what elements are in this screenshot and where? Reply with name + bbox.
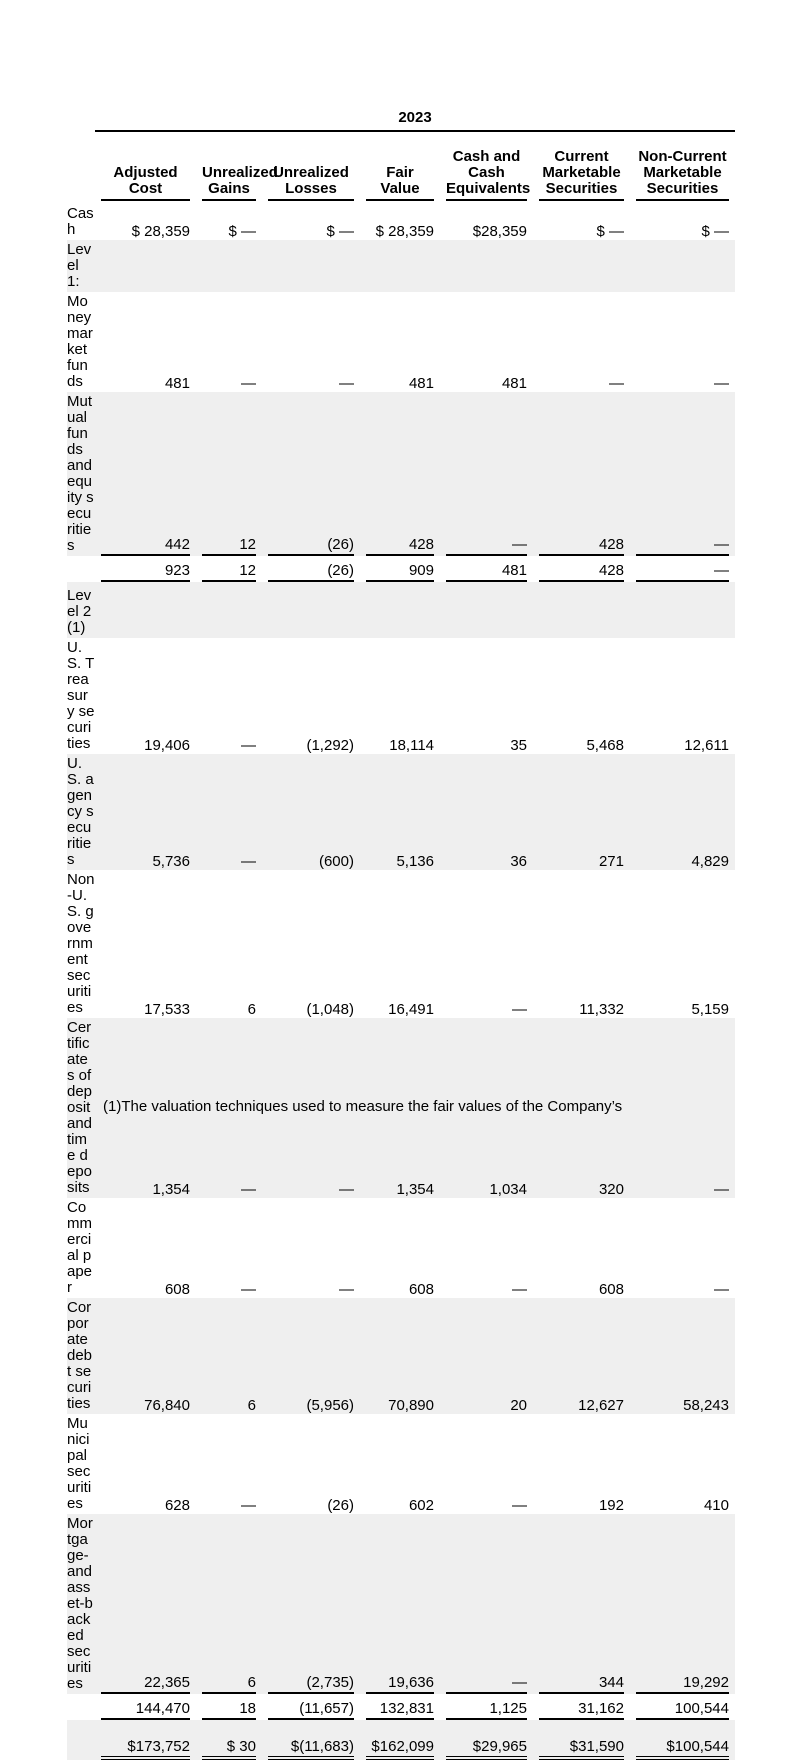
value-cell: [95, 582, 196, 638]
value-cell: 1,125: [440, 1694, 533, 1720]
value-cell: 12: [196, 556, 262, 582]
value-cell: 271: [533, 754, 630, 870]
value-cell: 58,243: [630, 1298, 735, 1414]
value-cell: [440, 582, 533, 638]
value-cell: —: [440, 1514, 533, 1694]
value-cell: [95, 240, 196, 292]
row-label: Mortgage- and asset-backed securities: [67, 1514, 95, 1694]
value-cell: 4,829: [630, 754, 735, 870]
value-cell: 12,627: [533, 1298, 630, 1414]
col-header-fair-value: Fair Value: [360, 136, 440, 204]
value-cell: $162,099: [360, 1720, 440, 1760]
value-cell: —: [609, 375, 624, 392]
value-cell: (600): [262, 754, 360, 870]
value-cell: 608: [164, 1281, 190, 1298]
col-header-unrealized-losses: Unrealized Losses: [262, 136, 360, 204]
value-cell: 1,354: [360, 1018, 440, 1198]
value-cell: 132,831: [360, 1694, 440, 1720]
value-cell: 100,544: [630, 1694, 735, 1720]
value-cell: [533, 240, 630, 292]
row-label: Level 2 (1): [67, 582, 95, 638]
column-header-row: [67, 136, 735, 204]
year-header: 2023: [398, 109, 432, 126]
value-cell: [440, 240, 533, 292]
value-cell: [262, 240, 360, 292]
value-cell: —: [262, 1018, 360, 1198]
value-cell: 22,365: [95, 1514, 196, 1694]
value-cell: 6: [196, 1298, 262, 1414]
value-cell: —: [714, 1281, 729, 1298]
value-cell: 6: [196, 1514, 262, 1694]
value-cell: —: [512, 1497, 527, 1514]
value-cell: 428: [360, 392, 440, 556]
value-cell: $ —: [701, 223, 729, 240]
value-cell: 12,611: [684, 737, 729, 754]
table-row: [67, 582, 735, 638]
table-row: [67, 556, 735, 582]
footnote: (1)The valuation techniques used to measure the fair values of the Company’s: [103, 1098, 623, 1115]
value-cell: $ —: [326, 223, 354, 240]
value-cell: —: [196, 754, 262, 870]
year-rule: [95, 130, 735, 132]
value-cell: $ 28,359: [131, 223, 190, 240]
value-cell: 144,470: [95, 1694, 196, 1720]
value-cell: [360, 582, 440, 638]
value-cell: 410: [703, 1497, 729, 1514]
value-cell: $(11,683): [262, 1720, 360, 1760]
value-cell: 5,468: [586, 737, 624, 754]
value-cell: 12: [196, 392, 262, 556]
value-cell: 5,736: [95, 754, 196, 870]
value-cell: $ —: [228, 223, 256, 240]
value-cell: 19,292: [630, 1514, 735, 1694]
row-label: Cash: [67, 205, 94, 238]
table-row: [67, 1414, 735, 1514]
row-label: Certificates of deposit and time deposits: [67, 1018, 95, 1198]
value-cell: (5,956): [262, 1298, 360, 1414]
value-cell: $29,965: [440, 1720, 533, 1760]
value-cell: —: [241, 737, 256, 754]
value-cell: (1,292): [306, 737, 354, 754]
value-cell: [196, 582, 262, 638]
value-cell: [196, 240, 262, 292]
table-row: [67, 1298, 735, 1414]
value-cell: (26): [262, 392, 360, 556]
table-row: [67, 870, 735, 1018]
value-cell: —: [339, 1281, 354, 1298]
value-cell: 909: [360, 556, 440, 582]
value-cell: 608: [408, 1281, 434, 1298]
value-cell: 481: [164, 375, 190, 392]
value-cell: —: [241, 1497, 256, 1514]
row-label: Money market funds: [67, 293, 93, 390]
table-row: [67, 392, 735, 556]
value-cell: 481: [408, 375, 434, 392]
value-cell: —: [630, 392, 735, 556]
table-row: [67, 638, 735, 754]
row-label: Non-U.S. government securities: [67, 871, 95, 1016]
value-cell: 923: [95, 556, 196, 582]
value-cell: [360, 240, 440, 292]
col-header-current-marketable: Current Marketable Securities: [533, 136, 630, 204]
value-cell: 192: [598, 1497, 624, 1514]
value-cell: 608: [598, 1281, 624, 1298]
value-cell: (11,657): [262, 1694, 360, 1720]
row-label: U.S. Treasury securities: [67, 639, 95, 752]
value-cell: 35: [510, 737, 527, 754]
value-cell: 70,890: [360, 1298, 440, 1414]
row-label: [67, 1694, 95, 1720]
value-cell: —: [630, 556, 735, 582]
value-cell: (26): [327, 1497, 354, 1514]
fair-value-table: [67, 136, 735, 1760]
col-header-noncurrent-marketable: Non-Current Marketable Securities: [630, 136, 735, 204]
table-row: [67, 240, 735, 292]
value-cell: (1,048): [306, 1001, 354, 1018]
table-row: [67, 292, 735, 392]
value-cell: [262, 582, 360, 638]
value-cell: 428: [533, 556, 630, 582]
value-cell: 19,406: [144, 737, 190, 754]
value-cell: 481: [440, 556, 533, 582]
value-cell: 344: [533, 1514, 630, 1694]
value-cell: 628: [164, 1497, 190, 1514]
value-cell: 5,136: [360, 754, 440, 870]
value-cell: $ —: [596, 223, 624, 240]
value-cell: $ 30: [196, 1720, 262, 1760]
value-cell: —: [339, 375, 354, 392]
table-row: [67, 1198, 735, 1298]
row-label: Corporate debt securities: [67, 1298, 95, 1414]
value-cell: [533, 582, 630, 638]
value-cell: 320: [533, 1018, 630, 1198]
value-cell: $173,752: [95, 1720, 196, 1760]
value-cell: —: [440, 392, 533, 556]
col-header-unrealized-gains: Unrealized Gains: [196, 136, 262, 204]
value-cell: [630, 240, 735, 292]
row-label: Mutual funds and equity securities: [67, 393, 94, 554]
value-cell: 16,491: [388, 1001, 434, 1018]
value-cell: 20: [440, 1298, 533, 1414]
value-cell: —: [241, 375, 256, 392]
value-cell: (2,735): [262, 1514, 360, 1694]
value-cell: 36: [440, 754, 533, 870]
value-cell: $100,544: [630, 1720, 735, 1760]
value-cell: 1,354: [95, 1018, 196, 1198]
value-cell: 18: [196, 1694, 262, 1720]
table-row: [67, 1720, 735, 1760]
value-cell: 602: [408, 1497, 434, 1514]
row-label: Level 1:: [67, 240, 95, 292]
value-cell: 481: [501, 375, 527, 392]
value-cell: 6: [247, 1001, 256, 1018]
row-label: [67, 556, 95, 582]
row-label: Municipal securities: [67, 1415, 92, 1512]
value-cell: —: [196, 1018, 262, 1198]
value-cell: 1,034: [440, 1018, 533, 1198]
value-cell: —: [241, 1281, 256, 1298]
col-header-cash-equivalents: Cash and Cash Equivalents: [440, 136, 533, 204]
value-cell: —: [512, 1281, 527, 1298]
value-cell: 18,114: [389, 737, 434, 754]
value-cell: 5,159: [691, 1001, 729, 1018]
value-cell: 19,636: [360, 1514, 440, 1694]
row-label: Commercial paper: [67, 1199, 93, 1296]
value-cell: 76,840: [95, 1298, 196, 1414]
table-row: [67, 204, 735, 240]
table-row: [67, 1514, 735, 1694]
label-column-header: [67, 136, 95, 204]
value-cell: [630, 582, 735, 638]
row-label: U.S. agency securities: [67, 755, 94, 868]
value-cell: 11,332: [579, 1001, 624, 1018]
table-row: [67, 1694, 735, 1720]
value-cell: 442: [95, 392, 196, 556]
table-body: [67, 204, 735, 1760]
col-header-adjusted-cost: Adjusted Cost: [95, 136, 196, 204]
table-row: [67, 754, 735, 870]
value-cell: —: [714, 375, 729, 392]
value-cell: —: [630, 1018, 735, 1198]
value-cell: $31,590: [533, 1720, 630, 1760]
value-cell: 17,533: [144, 1001, 190, 1018]
value-cell: $28,359: [472, 223, 527, 240]
row-label: [67, 1720, 95, 1760]
value-cell: 428: [533, 392, 630, 556]
value-cell: —: [512, 1001, 527, 1018]
value-cell: $ 28,359: [375, 223, 434, 240]
value-cell: 31,162: [533, 1694, 630, 1720]
value-cell: (26): [262, 556, 360, 582]
